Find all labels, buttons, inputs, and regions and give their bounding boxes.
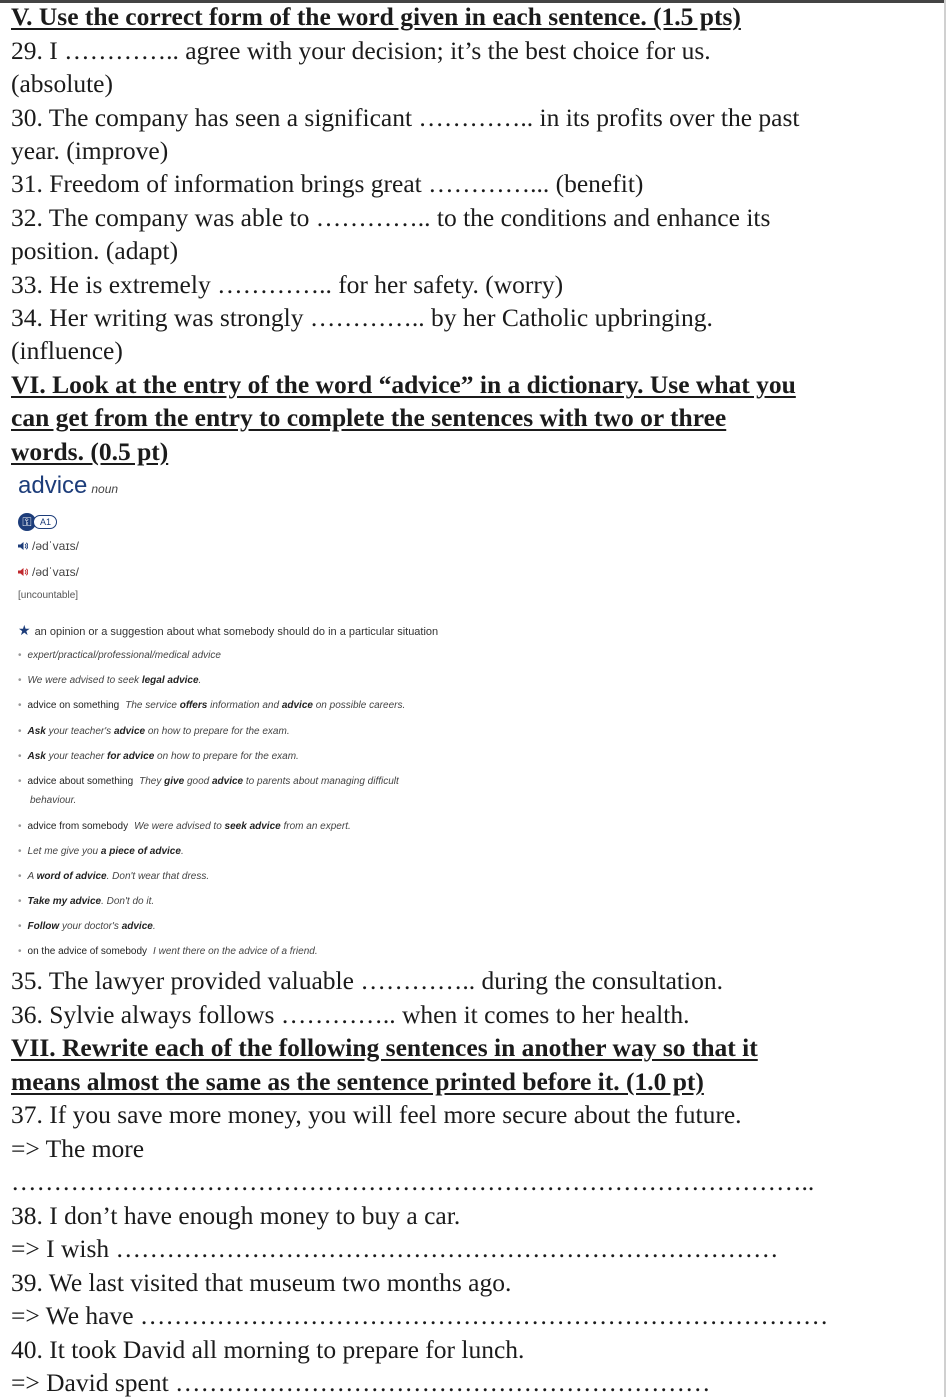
section-6-heading-1: VI. Look at the entry of the word “advice” in a dictionary. Use what you	[11, 370, 796, 399]
section-7-heading-1: VII. Rewrite each of the following sentences in another way so that it	[11, 1033, 758, 1062]
level-badge	[18, 513, 57, 531]
headword: advice	[18, 472, 88, 499]
collocation: advice about something	[27, 776, 134, 787]
collocation: advice on something	[27, 700, 120, 711]
definition	[18, 622, 438, 639]
question-38: 38. I don’t have enough money to buy a car.	[11, 1201, 461, 1230]
question-35: 35. The lawyer provided valuable ………….. during the consultation.	[11, 966, 723, 995]
star-icon: ★	[18, 622, 31, 638]
collocation: advice from somebody	[27, 821, 129, 832]
section-5-heading: V. Use the correct form of the word given in each sentence. (1.5 pts)	[11, 2, 741, 31]
example: • advice on something The service offers information and advice on possible careers.	[18, 700, 406, 711]
oxford-3000-icon: ⚿	[18, 513, 36, 531]
question-40-prompt: => David spent ………………………………………………………	[11, 1368, 711, 1397]
example: • advice from somebody We were advised to seek advice from an expert.	[18, 821, 351, 832]
cefr-level: A1	[33, 515, 57, 529]
question-34: 34. Her writing was strongly ………….. by her Catholic upbringing.	[11, 303, 713, 332]
example: • Ask your teacher for advice on how to prepare for the exam.	[18, 751, 299, 762]
example: • advice about something They give good advice to parents about managing difficult	[18, 776, 399, 787]
definition-text: an opinion or a suggestion about what somebody should do in a particular situation	[34, 626, 439, 638]
question-37: 37. If you save more money, you will feel more secure about the future.	[11, 1100, 742, 1129]
question-38-prompt: => I wish ……………………………………………………………………	[11, 1234, 779, 1263]
question-33: 33. He is extremely ………….. for her safety. (worry)	[11, 270, 564, 299]
section-6-heading-2: can get from the entry to complete the sentences with two or three	[11, 403, 727, 432]
speaker-uk-icon[interactable]	[18, 541, 28, 551]
grammar-label: [uncountable]	[18, 590, 79, 601]
question-39: 39. We last visited that museum two months ago.	[11, 1268, 512, 1297]
example: • Take my advice. Don't do it.	[18, 896, 155, 907]
headword-row	[18, 472, 118, 500]
pron-us-text: /ədˈvaɪs/	[32, 565, 79, 579]
part-of-speech: noun	[91, 482, 119, 496]
pron-uk[interactable]	[18, 539, 79, 553]
pron-us[interactable]	[18, 565, 79, 579]
example-wrap: behaviour.	[30, 795, 77, 806]
example: • Ask your teacher's advice on how to prepare for the exam.	[18, 726, 290, 737]
example: • expert/practical/professional/medical advice	[18, 650, 221, 661]
question-31: 31. Freedom of information brings great …………... (benefit)	[11, 169, 644, 198]
section-7-heading-2: means almost the same as the sentence printed before it. (1.0 pt)	[11, 1067, 704, 1096]
question-32-cont: position. (adapt)	[11, 236, 179, 265]
question-29-word: (absolute)	[11, 69, 113, 98]
question-30-cont: year. (improve)	[11, 136, 169, 165]
question-40: 40. It took David all morning to prepare for lunch.	[11, 1335, 525, 1364]
question-37-prompt: => The more	[11, 1134, 145, 1163]
example: • We were advised to seek legal advice.	[18, 675, 202, 686]
question-29: 29. I ………….. agree with your decision; it’s the best choice for us.	[11, 36, 711, 65]
question-30: 30. The company has seen a significant ………….. in its profits over the past	[11, 103, 800, 132]
collocation: on the advice of somebody	[27, 946, 148, 957]
example: • on the advice of somebody I went there on the advice of a friend.	[18, 946, 318, 957]
answer-line: …………………………………………………………………………………..	[11, 1167, 815, 1196]
example: • Follow your doctor's advice.	[18, 921, 156, 932]
question-36: 36. Sylvie always follows ………….. when it comes to her health.	[11, 1000, 690, 1029]
example: • A word of advice. Don't wear that dress.	[18, 871, 210, 882]
example: • Let me give you a piece of advice.	[18, 846, 184, 857]
question-32: 32. The company was able to ………….. to the conditions and enhance its	[11, 203, 771, 232]
question-34-word: (influence)	[11, 336, 123, 365]
speaker-us-icon[interactable]	[18, 567, 28, 577]
question-39-prompt: => We have ………………………………………………………………………	[11, 1301, 829, 1330]
section-6-heading-3: words. (0.5 pt)	[11, 437, 169, 466]
pron-uk-text: /ədˈvaɪs/	[32, 539, 79, 553]
